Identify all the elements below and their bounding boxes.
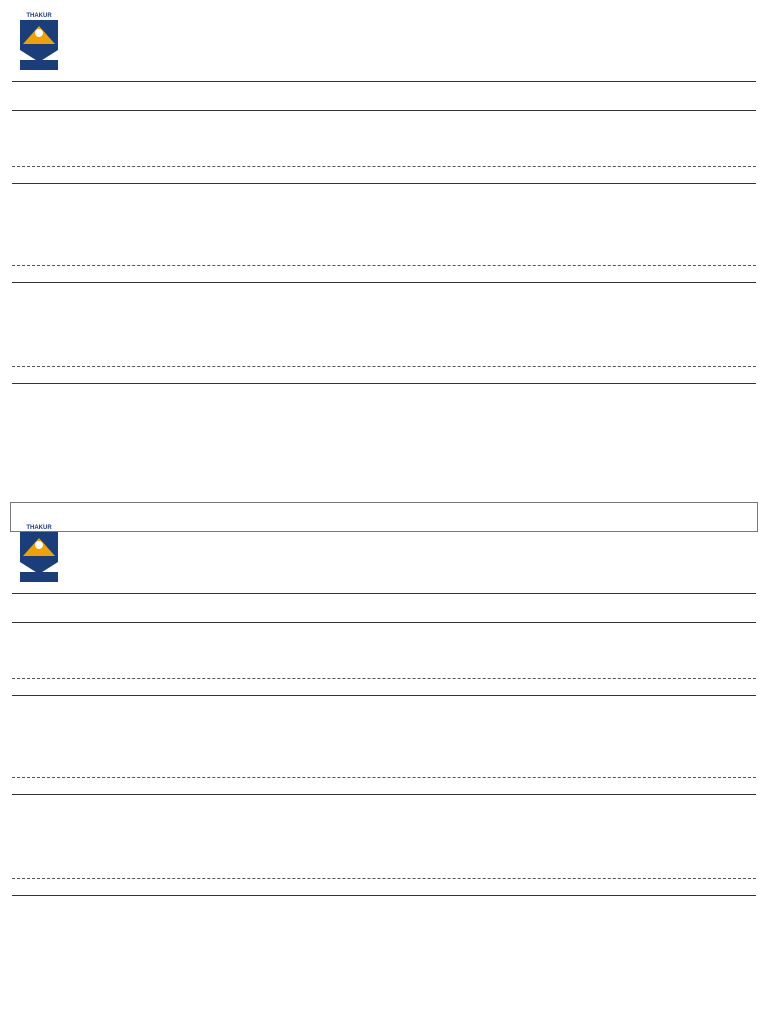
record-end-rule bbox=[12, 895, 756, 896]
svg-text:THAKUR: THAKUR bbox=[26, 13, 52, 19]
register-page bbox=[0, 512, 768, 1024]
student-record bbox=[0, 512, 768, 1024]
abbreviation-box bbox=[10, 502, 758, 532]
record-separator bbox=[12, 878, 756, 879]
svg-text:THAKUR: THAKUR bbox=[26, 525, 52, 531]
